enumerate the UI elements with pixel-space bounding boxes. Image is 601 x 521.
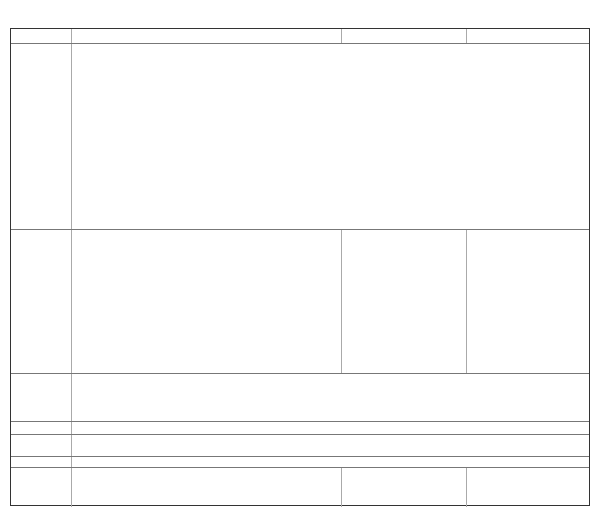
table-row — [11, 373, 589, 421]
row-content — [71, 44, 591, 229]
row-content — [466, 468, 591, 507]
row-label — [11, 44, 71, 229]
table-row — [11, 467, 589, 507]
row-content — [71, 468, 341, 507]
footnote — [10, 508, 590, 519]
header-corner — [11, 29, 71, 43]
table-row — [11, 434, 589, 456]
row-content — [71, 230, 341, 373]
header-fund-1 — [71, 29, 341, 43]
table-row — [11, 456, 589, 467]
row-content — [71, 374, 591, 421]
table-row — [11, 43, 589, 229]
row-content — [71, 435, 591, 456]
row-content — [341, 230, 466, 373]
row-label — [11, 230, 71, 373]
table-row — [11, 421, 589, 434]
row-label — [11, 435, 71, 456]
row-content — [466, 230, 591, 373]
header-fund-2 — [341, 29, 466, 43]
fund-overview-table — [10, 28, 590, 506]
row-content — [71, 457, 591, 467]
row-label — [11, 422, 71, 434]
row-label — [11, 374, 71, 421]
row-content — [341, 468, 466, 507]
header-row — [11, 29, 589, 43]
row-content — [71, 422, 591, 434]
row-label — [11, 457, 71, 467]
table-row — [11, 229, 589, 373]
header-fund-3 — [466, 29, 591, 43]
table-title — [10, 8, 590, 24]
row-label — [11, 468, 71, 507]
